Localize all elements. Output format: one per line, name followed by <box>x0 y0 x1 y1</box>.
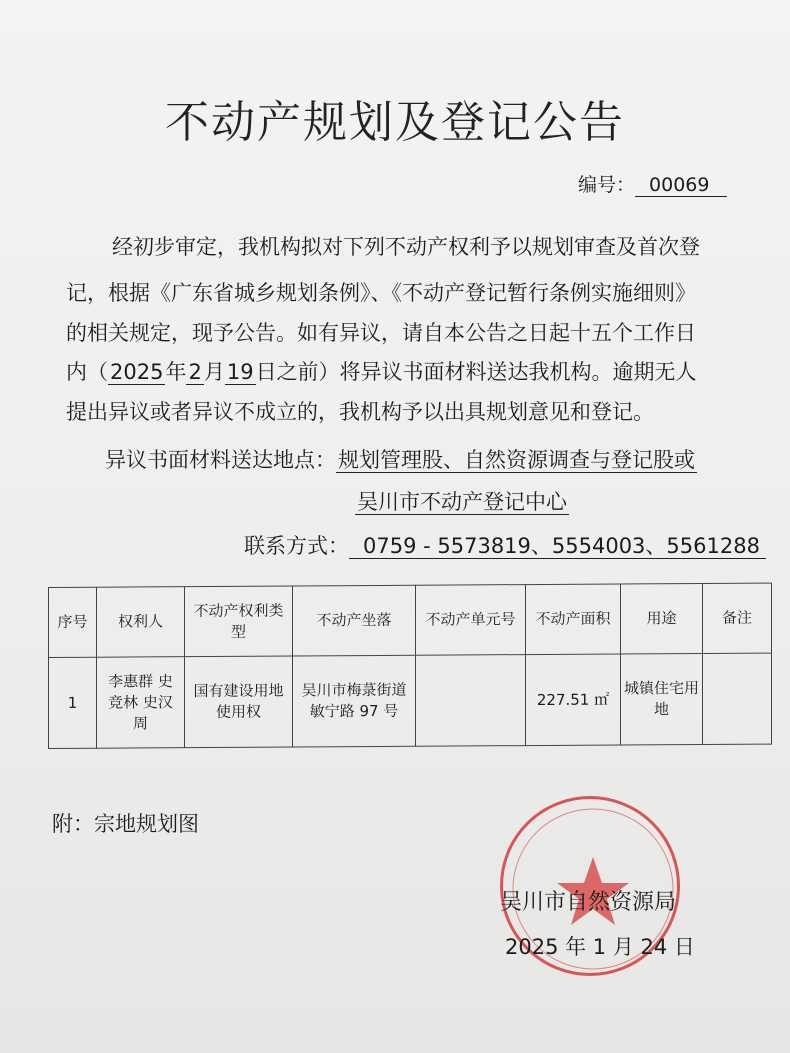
header-owner: 权利人 <box>97 587 185 658</box>
issue-date: 2025 年 1 月 24 日 <box>505 935 695 959</box>
objection-address-1: 规划管理股、自然资源调查与登记股或 <box>338 448 695 472</box>
header-unit-no: 不动产单元号 <box>416 585 526 656</box>
body-line-2: 记，根据《广东省城乡规划条例》、《不动产登记暂行条例实施细则》 <box>66 281 696 305</box>
page-title: 不动产规划及登记公告 <box>165 97 625 148</box>
cell-seq: 1 <box>49 657 97 748</box>
body-line-3: 的相关规定，现予公告。如有异议，请自本公告之日起十五个工作日 <box>66 321 696 345</box>
cell-location: 吴川市梅菉街道敏宁路 97 号 <box>293 655 416 747</box>
cell-remarks <box>703 653 772 744</box>
issuing-organization: 吴川市自然资源局 <box>500 890 677 915</box>
header-usage: 用途 <box>621 584 703 655</box>
attachment-note: 附：宗地规划图 <box>52 812 199 836</box>
contact-line <box>244 530 766 560</box>
deadline-day: 19 <box>226 360 254 384</box>
table-header-row <box>49 583 772 657</box>
header-remarks: 备注 <box>703 583 772 653</box>
property-table <box>48 583 772 749</box>
cell-unit-no <box>416 655 526 747</box>
header-location: 不动产坐落 <box>293 585 416 656</box>
body-line-1: 经初步审定，我机构拟对下列不动产权利予以规划审查及首次登 <box>112 235 700 259</box>
document-number-label: 编号： <box>578 174 636 196</box>
header-right-type: 不动产权利类型 <box>185 586 293 657</box>
contact-phones: 0759 - 5573819、5554003、5561288 <box>349 534 766 559</box>
body-line-4 <box>66 360 697 385</box>
document-number <box>578 170 727 197</box>
body-line-4-suffix: 日之前）将异议书面材料送达我机构。逾期无人 <box>255 360 697 384</box>
objection-address-line-2 <box>355 486 569 516</box>
cell-right-type: 国有建设用地使用权 <box>185 656 293 748</box>
deadline-month: 2 <box>188 360 202 384</box>
body-line-5: 提出异议或者异议不成立的，我机构予以出具规划意见和登记。 <box>66 400 654 424</box>
objection-address-label: 异议书面材料送达地点： <box>105 448 336 472</box>
month-char: 月 <box>203 360 225 384</box>
contact-label: 联系方式： <box>244 534 349 558</box>
year-char: 年 <box>165 360 187 384</box>
document-number-value: 00069 <box>635 174 727 197</box>
deadline-year: 2025 <box>110 360 164 384</box>
cell-usage: 城镇住宅用地 <box>621 654 703 746</box>
header-area: 不动产面积 <box>526 584 621 655</box>
body-line-4-prefix: 内（ <box>66 360 108 384</box>
header-seq: 序号 <box>49 587 97 657</box>
objection-address-line-1 <box>105 444 697 474</box>
objection-address-2: 吴川市不动产登记中心 <box>357 490 567 514</box>
table-row <box>49 653 772 748</box>
cell-owner: 李惠群 史竞林 史汉周 <box>97 657 185 749</box>
cell-area: 227.51 ㎡ <box>526 654 621 746</box>
